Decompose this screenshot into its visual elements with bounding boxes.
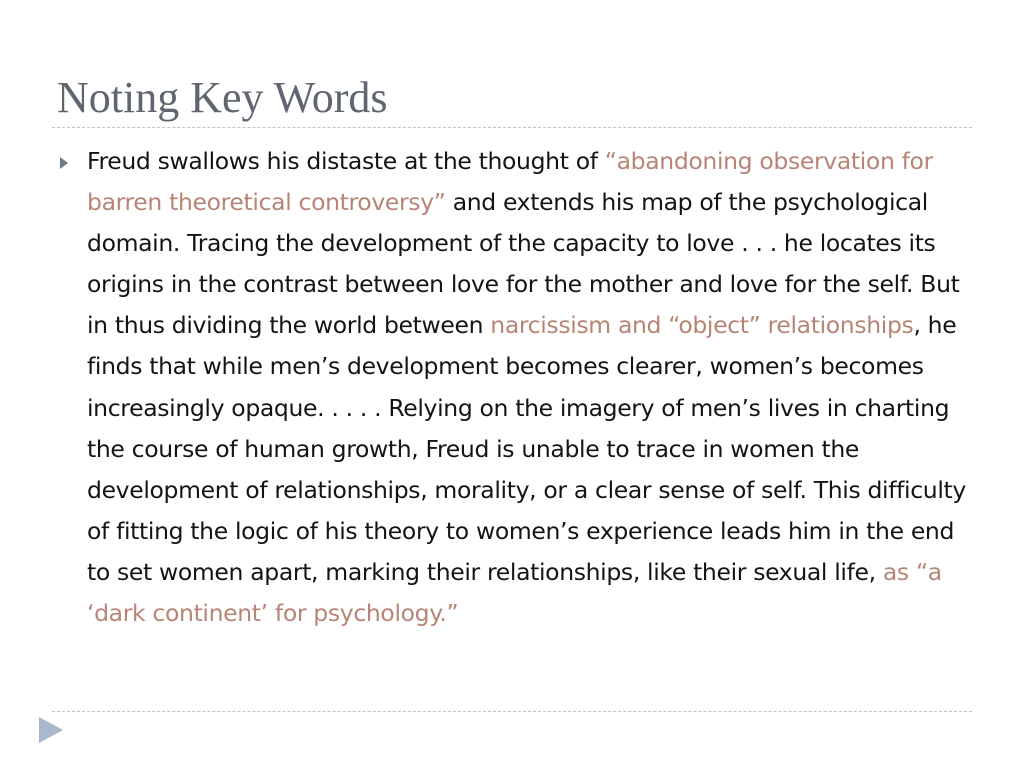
text-segment: , he finds that while men’s development becomes clearer, women’s becomes increasingly opaque. . . . . Relying on the imagery of men’s lives in charting the course of human growth, Freud is unable to trace in women the development of relationships, morality, or a clear sense of self. This difficulty of fitting the logic of his theory to women’s experience leads him in the end to set women apart, marking their relationships, like their sexual life, [87,311,966,586]
text-segment: Freud swallows his distaste at the thought of [87,147,605,175]
next-slide-arrow-icon[interactable] [39,717,63,743]
slide-title: Noting Key Words [57,73,388,122]
bullet-triangle-icon [60,157,68,169]
key-phrase-highlight: as “a ‘dark continent’ for psychology.” [87,557,942,628]
title-divider [52,127,972,128]
quote-paragraph [87,141,967,634]
key-phrase-highlight: narcissism and “object” relationships [490,311,914,340]
key-phrase-highlight: “abandoning observation for barren theoretical controversy” [87,147,933,217]
footer-divider [52,711,972,712]
text-segment: and extends his map of the psychological domain. Tracing the development of the capacity to love . . . he locates its origins in the contrast between love for the mother and love for the self. But in thus dividing the world between [87,188,960,340]
